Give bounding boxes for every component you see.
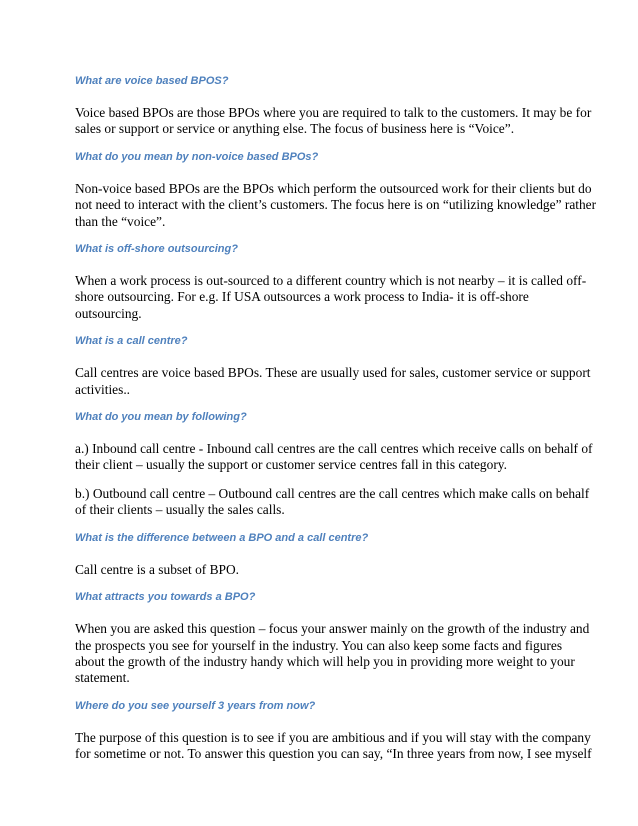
question-heading: What attracts you towards a BPO?: [75, 591, 256, 604]
answer-line: b.) Outbound call centre – Outbound call centres are the call centres which make calls on behalf: [75, 485, 590, 501]
answer-line: about the growth of the industry handy which will help you in providing more weight to your: [75, 653, 575, 669]
question-heading: What do you mean by following?: [75, 411, 247, 424]
answer-paragraph: [75, 562, 565, 578]
answer-line: When you are asked this question – focus your answer mainly on the growth of the industry and: [75, 621, 590, 637]
answer-paragraph: [75, 365, 591, 398]
answer-line: than the “voice”.: [75, 213, 166, 229]
question-heading: Where do you see yourself 3 years from now?: [75, 699, 316, 712]
question-heading: What are voice based BPOS?: [75, 75, 229, 87]
answer-paragraph: [75, 180, 597, 230]
question-heading: What is the difference between a BPO and a call centre?: [75, 531, 369, 544]
answer-line: The purpose of this question is to see if you are ambitious and if you will stay with the company: [75, 729, 591, 745]
answer-line: Call centres are voice based BPOs. These are usually used for sales, customer service or support: [75, 365, 591, 381]
question-heading: What is a call centre?: [75, 335, 188, 348]
document-page: [75, 73, 597, 763]
answer-line: When a work process is out-sourced to a different country which is not nearby – it is called off-: [75, 273, 587, 289]
answer-line: Non-voice based BPOs are the BPOs which perform the outsourced work for their clients but do: [75, 180, 592, 196]
answer-paragraph: [75, 105, 592, 138]
question-heading: What do you mean by non-voice based BPOs?: [75, 150, 319, 163]
answer-line: Call centre is a subset of BPO.: [75, 561, 240, 577]
answer-line: Voice based BPOs are those BPOs where you are required to talk to the customers. It may be for: [75, 105, 592, 120]
answer-paragraph: [75, 621, 590, 687]
answer-line: statement.: [75, 670, 130, 686]
answer-line: their client – usually the support or customer service centres fall in this category.: [75, 457, 507, 473]
answer-paragraph: [75, 441, 593, 474]
answer-line: outsourcing.: [75, 305, 142, 321]
answer-line: of their clients – usually the sales calls.: [75, 502, 285, 518]
answer-line: not need to interact with the client’s customers. The focus here is on “utilizing knowledge” rather: [75, 197, 597, 213]
answer-line: activities..: [75, 381, 131, 397]
answer-paragraph: [75, 273, 587, 322]
answer-paragraph: [75, 485, 590, 519]
answer-line: sales or support or service or anything else. The focus of business here is “Voice”.: [75, 121, 515, 137]
answer-line: for sometime or not. To answer this question you can say, “In three years from now, I see myself: [75, 746, 592, 762]
question-heading: What is off-shore outsourcing?: [75, 243, 238, 256]
answer-line: the prospects you see for yourself in the industry. You can also keep some facts and figures: [75, 637, 563, 653]
answer-line: shore outsourcing. For e.g. If USA outsources a work process to India- it is off-shore: [75, 289, 529, 305]
answer-line: a.) Inbound call centre - Inbound call centres are the call centres which receive calls on behalf of: [75, 441, 593, 457]
answer-paragraph: [75, 729, 592, 763]
